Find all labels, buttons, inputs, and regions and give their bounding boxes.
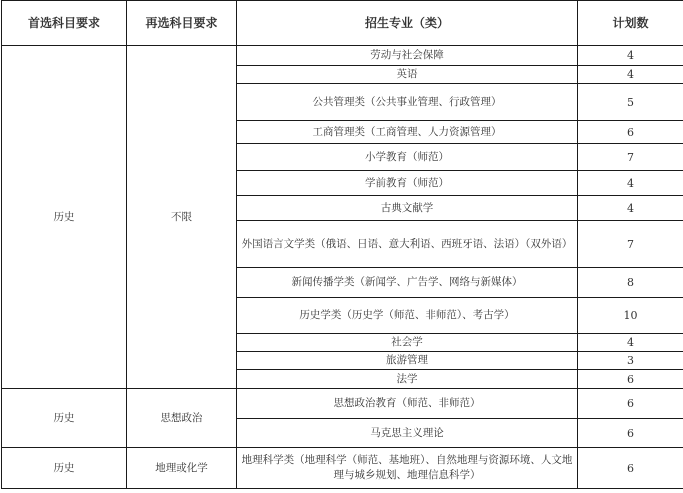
major-cell: 旅游管理 xyxy=(237,352,578,370)
major-cell: 英语 xyxy=(237,66,578,84)
major-cell: 思想政治教育（师范、非师范） xyxy=(237,389,578,419)
second-choice-cell: 不限 xyxy=(127,46,237,389)
plan-cell: 4 xyxy=(578,46,683,66)
major-cell: 公共管理类（公共事业管理、行政管理） xyxy=(237,84,578,121)
table-row xyxy=(2,389,683,419)
major-cell: 小学教育（师范） xyxy=(237,144,578,171)
second-choice-cell: 思想政治 xyxy=(127,389,237,448)
plan-cell: 4 xyxy=(578,334,683,352)
header-second-choice: 再选科目要求 xyxy=(127,1,237,46)
major-cell: 古典文献学 xyxy=(237,196,578,221)
major-cell: 法学 xyxy=(237,370,578,389)
major-cell: 外国语言文学类（俄语、日语、意大利语、西班牙语、法语）（双外语） xyxy=(237,221,578,268)
plan-cell: 4 xyxy=(578,196,683,221)
plan-cell: 6 xyxy=(578,448,683,489)
plan-cell: 4 xyxy=(578,171,683,196)
header-first-choice: 首选科目要求 xyxy=(2,1,127,46)
table-row xyxy=(2,448,683,489)
second-choice-cell: 地理或化学 xyxy=(127,448,237,489)
plan-cell: 4 xyxy=(578,66,683,84)
major-cell: 社会学 xyxy=(237,334,578,352)
first-choice-cell: 历史 xyxy=(2,46,127,389)
plan-cell: 10 xyxy=(578,298,683,334)
table-row xyxy=(2,46,683,66)
header-plan: 计划数 xyxy=(578,1,683,46)
plan-cell: 6 xyxy=(578,389,683,419)
plan-cell: 6 xyxy=(578,121,683,144)
major-cell: 工商管理类（工商管理、人力资源管理） xyxy=(237,121,578,144)
major-cell: 历史学类（历史学（师范、非师范）、考古学） xyxy=(237,298,578,334)
plan-cell: 6 xyxy=(578,419,683,448)
header-major: 招生专业（类） xyxy=(237,1,578,46)
plan-cell: 7 xyxy=(578,144,683,171)
plan-cell: 5 xyxy=(578,84,683,121)
plan-cell: 3 xyxy=(578,352,683,370)
header-row xyxy=(2,1,683,46)
major-cell: 新闻传播学类（新闻学、广告学、网络与新媒体） xyxy=(237,268,578,298)
major-cell: 学前教育（师范） xyxy=(237,171,578,196)
major-cell: 劳动与社会保障 xyxy=(237,46,578,66)
admission-plan-table xyxy=(1,0,683,489)
first-choice-cell: 历史 xyxy=(2,448,127,489)
plan-cell: 8 xyxy=(578,268,683,298)
plan-cell: 7 xyxy=(578,221,683,268)
plan-cell: 6 xyxy=(578,370,683,389)
first-choice-cell: 历史 xyxy=(2,389,127,448)
major-cell: 马克思主义理论 xyxy=(237,419,578,448)
major-cell: 地理科学类（地理科学（师范、基地班）、自然地理与资源环境、人文地理与城乡规划、地理信息科学） xyxy=(237,448,578,489)
